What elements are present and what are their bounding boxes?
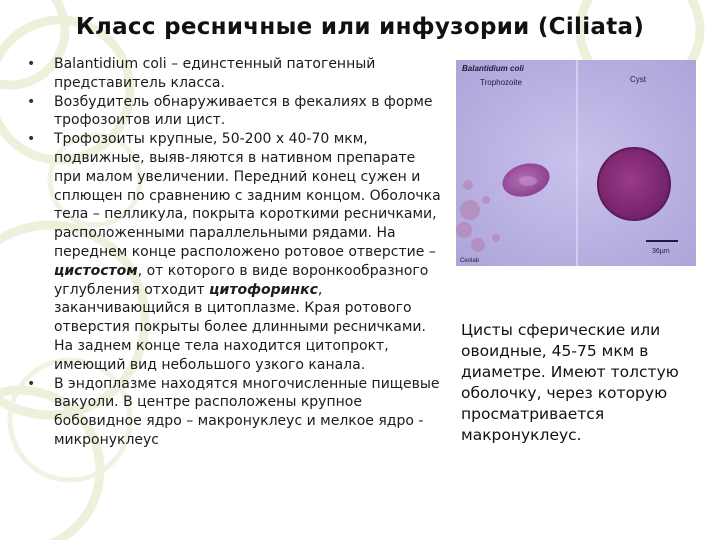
label-species: Balantidium coli: [462, 64, 524, 73]
label-cyst: Cyst: [630, 75, 646, 84]
label-trophozoite: Trophozoite: [480, 78, 522, 87]
bullet-list: [24, 55, 444, 450]
source-label: Ceolab: [460, 258, 480, 264]
bullet-icon: •: [27, 131, 36, 148]
bullet-text: Balantidium coli – единстенный патогенный представитель класса.: [54, 56, 376, 91]
bullet-icon: •: [27, 375, 36, 392]
bullet-text: В эндоплазме находятся многочисленные пищевые вакуоли. В центре расположены крупное бобовидное ядро – макронуклеус и мелкое ядро - микронуклеус: [54, 375, 440, 448]
term-cytopharynx: цитофоринкс: [209, 281, 318, 298]
bullet-icon: •: [27, 56, 36, 72]
slide-title: Класс ресничные или инфузории (Ciliata): [75, 14, 645, 40]
scale-label: 36µm: [652, 248, 670, 255]
bullet-item: [24, 55, 444, 93]
bullet-icon: •: [27, 93, 36, 110]
bullet-text: [54, 131, 441, 373]
bullet-text-part: , заканчивающийся в цитоплазме. Края ротового отверстия покрыты более длинными ресничками. На заднем конце тела находится цитопрокт, имеющий вид небольшого узкого канала.: [54, 281, 426, 373]
term-cytostome: цистостом: [54, 262, 138, 279]
bullet-text: Возбудитель обнаруживается в фекалиях в форме трофозоитов или цист.: [54, 93, 433, 129]
cyst-description: Цисты сферические или овоидные, 45-75 мкм в диаметре. Имеют толстую оболочку, через которую просматривается макронуклеус.: [461, 321, 679, 444]
bullet-item: [24, 93, 444, 131]
bullet-item: [24, 375, 444, 450]
bullet-item: [24, 130, 444, 374]
scale-bar: [646, 240, 678, 242]
bullet-text-part: Трофозоиты крупные, 50-200 х 40-70 мкм, подвижные, выяв-ляются в нативном препарате при малом увеличении. Передний конец сужен и сплющен по сравнению с задним концом. Оболочка тела – пелликула, покрыта короткими ресничками, расположенными параллельными рядами. На переднем конце расположено ротовое отверстие –: [54, 131, 441, 260]
micrograph-image: [456, 60, 696, 266]
bullet-text-part: , от которого в виде воронкообразного углубления отходит: [54, 262, 429, 298]
micrograph-drawing: [456, 60, 696, 266]
